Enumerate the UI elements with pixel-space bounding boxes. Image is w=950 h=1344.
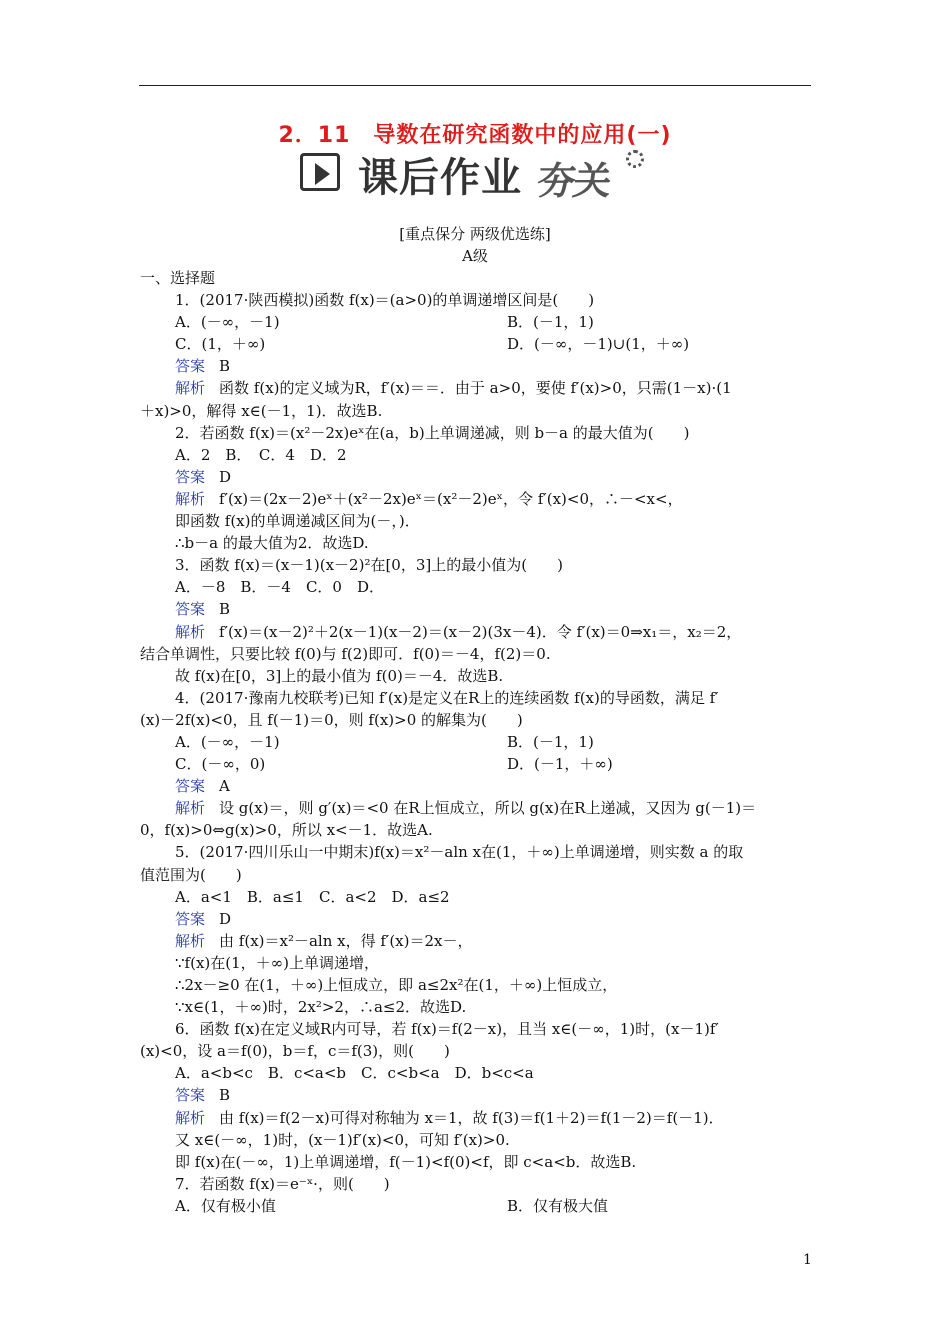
line-text: ∵x∈(1，＋∞)时，2x²>2，∴a≤2．故选D.: [175, 998, 467, 1017]
option-text: D．(－∞，－1)∪(1，＋∞): [507, 335, 690, 354]
text-line: [140, 974, 812, 996]
banner-text: 课后作业: [358, 155, 522, 201]
line-text: 5．(2017·四川乐山一中期末)f(x)＝x²－aln x在(1，＋∞)上单调递增，则实数 a 的取: [175, 843, 744, 862]
line-text: 值范围为( ): [140, 865, 242, 884]
option-text: C．(－∞，0): [175, 755, 266, 774]
text-line: [140, 841, 812, 863]
gear-icon: [626, 150, 644, 168]
explanation-label: 解析: [175, 931, 206, 950]
subtitle: [重点保分 两级优选练]: [399, 225, 551, 243]
line-text: A．2 B． C．4 D．2: [175, 445, 347, 464]
text-line: [140, 709, 812, 731]
line-text: 6．函数 f(x)在定义域R内可导，若 f(x)＝f(2－x)，且当 x∈(－∞，1)时，(x－1)f′: [175, 1020, 719, 1039]
text-line: [140, 996, 812, 1018]
text-line: [140, 532, 812, 554]
text-line: [140, 864, 812, 886]
answer-line: [140, 1084, 812, 1106]
answer-label: 答案: [175, 600, 206, 619]
answer-label: 答案: [175, 357, 206, 376]
line-text: 即 f(x)在(－∞，1)上单调递增，f(－1)<f(0)<f，即 c<a<b．故选B.: [175, 1152, 637, 1171]
text-line: [140, 510, 812, 532]
banner-logo-text: 夯关: [534, 159, 613, 203]
option-text: C．(1，＋∞): [175, 335, 266, 354]
text-line: [140, 665, 812, 687]
explanation-label: 解析: [175, 489, 206, 508]
option-text: A．(－∞，－1): [175, 732, 280, 751]
line-text: D: [219, 467, 232, 486]
answer-label: 答案: [175, 1086, 206, 1105]
answer-line: [140, 598, 812, 620]
text-line: [140, 554, 812, 576]
option-text: B．(－1，1): [507, 732, 594, 751]
option-row: [140, 333, 812, 355]
banner-logo: [534, 150, 648, 203]
line-text: 设 g(x)＝，则 g′(x)＝<0 在R上恒成立，所以 g(x)在R上递减，又因为 g(－1)＝: [219, 799, 757, 818]
line-text: 故 f(x)在[0，3]上的最小值为 f(0)＝－4．故选B.: [175, 666, 504, 685]
option-text: B．(－1，1): [507, 313, 594, 332]
line-text: A．a<1 B．a≤1 C．a<2 D．a≤2: [175, 887, 450, 906]
option-row: [140, 731, 812, 753]
line-text: (x)<0，设 a＝f(0)，b＝f，c＝f(3)，则( ): [140, 1042, 450, 1061]
text-line: [140, 1173, 812, 1195]
line-text: ∵f(x)在(1，＋∞)上单调递增，: [175, 953, 380, 972]
answer-line: [140, 908, 812, 930]
line-text: ＋x)>0，解得 x∈(－1，1)．故选B.: [140, 401, 383, 420]
line-text: B: [219, 1086, 231, 1105]
section-title: 2．11 导数在研究函数中的应用(一): [278, 123, 672, 148]
option-row: [140, 311, 812, 333]
option-text: B．仅有极大值: [507, 1196, 609, 1215]
text-line: [140, 576, 812, 598]
explanation-line: [140, 488, 812, 510]
line-text: 即函数 f(x)的单调递减区间为(－，)．: [175, 512, 420, 531]
document-body: [140, 267, 812, 1217]
line-text: ∴b－a 的最大值为2．故选D.: [175, 534, 369, 553]
option-text: A．仅有极小值: [175, 1196, 276, 1215]
line-text: 由 f(x)＝x²－aln x，得 f′(x)＝2x－，: [219, 931, 473, 950]
line-text: 4．(2017·豫南九校联考)已知 f′(x)是定义在R上的连续函数 f(x)的导函数，满足 f′: [175, 688, 719, 707]
explanation-label: 解析: [175, 1108, 206, 1127]
line-text: 函数 f(x)的定义域为R，f′(x)＝＝．由于 a>0，要使 f′(x)>0，只需(1－x)·(1: [219, 379, 732, 398]
line-text: A: [219, 777, 230, 796]
line-text: 2．若函数 f(x)＝(x²－2x)eˣ在(a，b)上单调递减，则 b－a 的最大值为( ): [175, 423, 690, 442]
text-line: [140, 422, 812, 444]
explanation-line: [140, 1107, 812, 1129]
option-row: [140, 1195, 812, 1217]
line-text: 0，f(x)>0⇔g(x)>0，所以 x<－1．故选A.: [140, 821, 433, 840]
explanation-label: 解析: [175, 379, 206, 398]
line-text: 由 f(x)＝f(2－x)可得对称轴为 x＝1，故 f(3)＝f(1＋2)＝f(1－2)＝f(－1)．: [219, 1108, 724, 1127]
answer-label: 答案: [175, 909, 206, 928]
answer-label: 答案: [175, 467, 206, 486]
text-line: [140, 886, 812, 908]
line-text: 3．函数 f(x)＝(x－1)(x－2)²在[0，3]上的最小值为( ): [175, 556, 563, 575]
line-text: (x)－2f(x)<0，且 f(－1)＝0，则 f(x)>0 的解集为( ): [140, 710, 523, 729]
answer-label: 答案: [175, 777, 206, 796]
answer-line: [140, 775, 812, 797]
line-text: 7．若函数 f(x)＝e⁻ˣ·，则( ): [175, 1174, 390, 1193]
explanation-line: [140, 797, 812, 819]
text-line: [140, 819, 812, 841]
line-text: D: [219, 909, 232, 928]
explanation-line: [140, 930, 812, 952]
text-line: [140, 1062, 812, 1084]
text-line: [140, 267, 812, 289]
text-line: [140, 1018, 812, 1040]
line-text: 一、选择题: [140, 269, 216, 287]
header-rule: [139, 85, 811, 86]
line-text: 结合单调性，只要比较 f(0)与 f(2)即可．f(0)＝－4，f(2)＝0.: [140, 644, 551, 663]
option-text: A．(－∞，－1): [175, 313, 280, 332]
text-line: [140, 289, 812, 311]
play-icon: [300, 153, 340, 191]
text-line: [140, 444, 812, 466]
line-text: B: [219, 357, 231, 376]
explanation-line: [140, 377, 812, 399]
explanation-label: 解析: [175, 622, 206, 641]
text-line: [140, 1129, 812, 1151]
line-text: f′(x)＝(2x－2)eˣ＋(x²－2x)eˣ＝(x²－2)eˣ，令 f′(x)<0，∴－<x<，: [219, 489, 683, 508]
line-text: 又 x∈(－∞，1)时，(x－1)f′(x)<0，可知 f′(x)>0.: [175, 1130, 510, 1149]
text-line: [140, 1040, 812, 1062]
line-text: A．－8 B．－4 C．0 D．: [175, 578, 384, 597]
homework-banner: [300, 150, 660, 203]
text-line: [140, 400, 812, 422]
answer-line: [140, 355, 812, 377]
text-line: [140, 1151, 812, 1173]
page-number: 1: [803, 1252, 812, 1268]
option-text: D．(－1，＋∞): [507, 755, 613, 774]
text-line: [140, 952, 812, 974]
line-text: f′(x)＝(x－2)²＋2(x－1)(x－2)＝(x－2)(3x－4)．令 f′(x)＝0⇒x₁＝，x₂＝2，: [219, 622, 742, 641]
text-line: [140, 643, 812, 665]
explanation-label: 解析: [175, 799, 206, 818]
option-row: [140, 753, 812, 775]
line-text: 1．(2017·陕西模拟)函数 f(x)＝(a>0)的单调递增区间是( ): [175, 291, 595, 310]
answer-line: [140, 466, 812, 488]
text-line: [140, 687, 812, 709]
line-text: B: [219, 600, 231, 619]
line-text: A．a<b<c B．c<a<b C．c<b<a D．b<c<a: [175, 1064, 534, 1083]
explanation-line: [140, 621, 812, 643]
level-heading: A级: [462, 247, 488, 265]
line-text: ∴2x－≥0 在(1，＋∞)上恒成立，即 a≤2x²在(1，＋∞)上恒成立，: [175, 976, 618, 994]
